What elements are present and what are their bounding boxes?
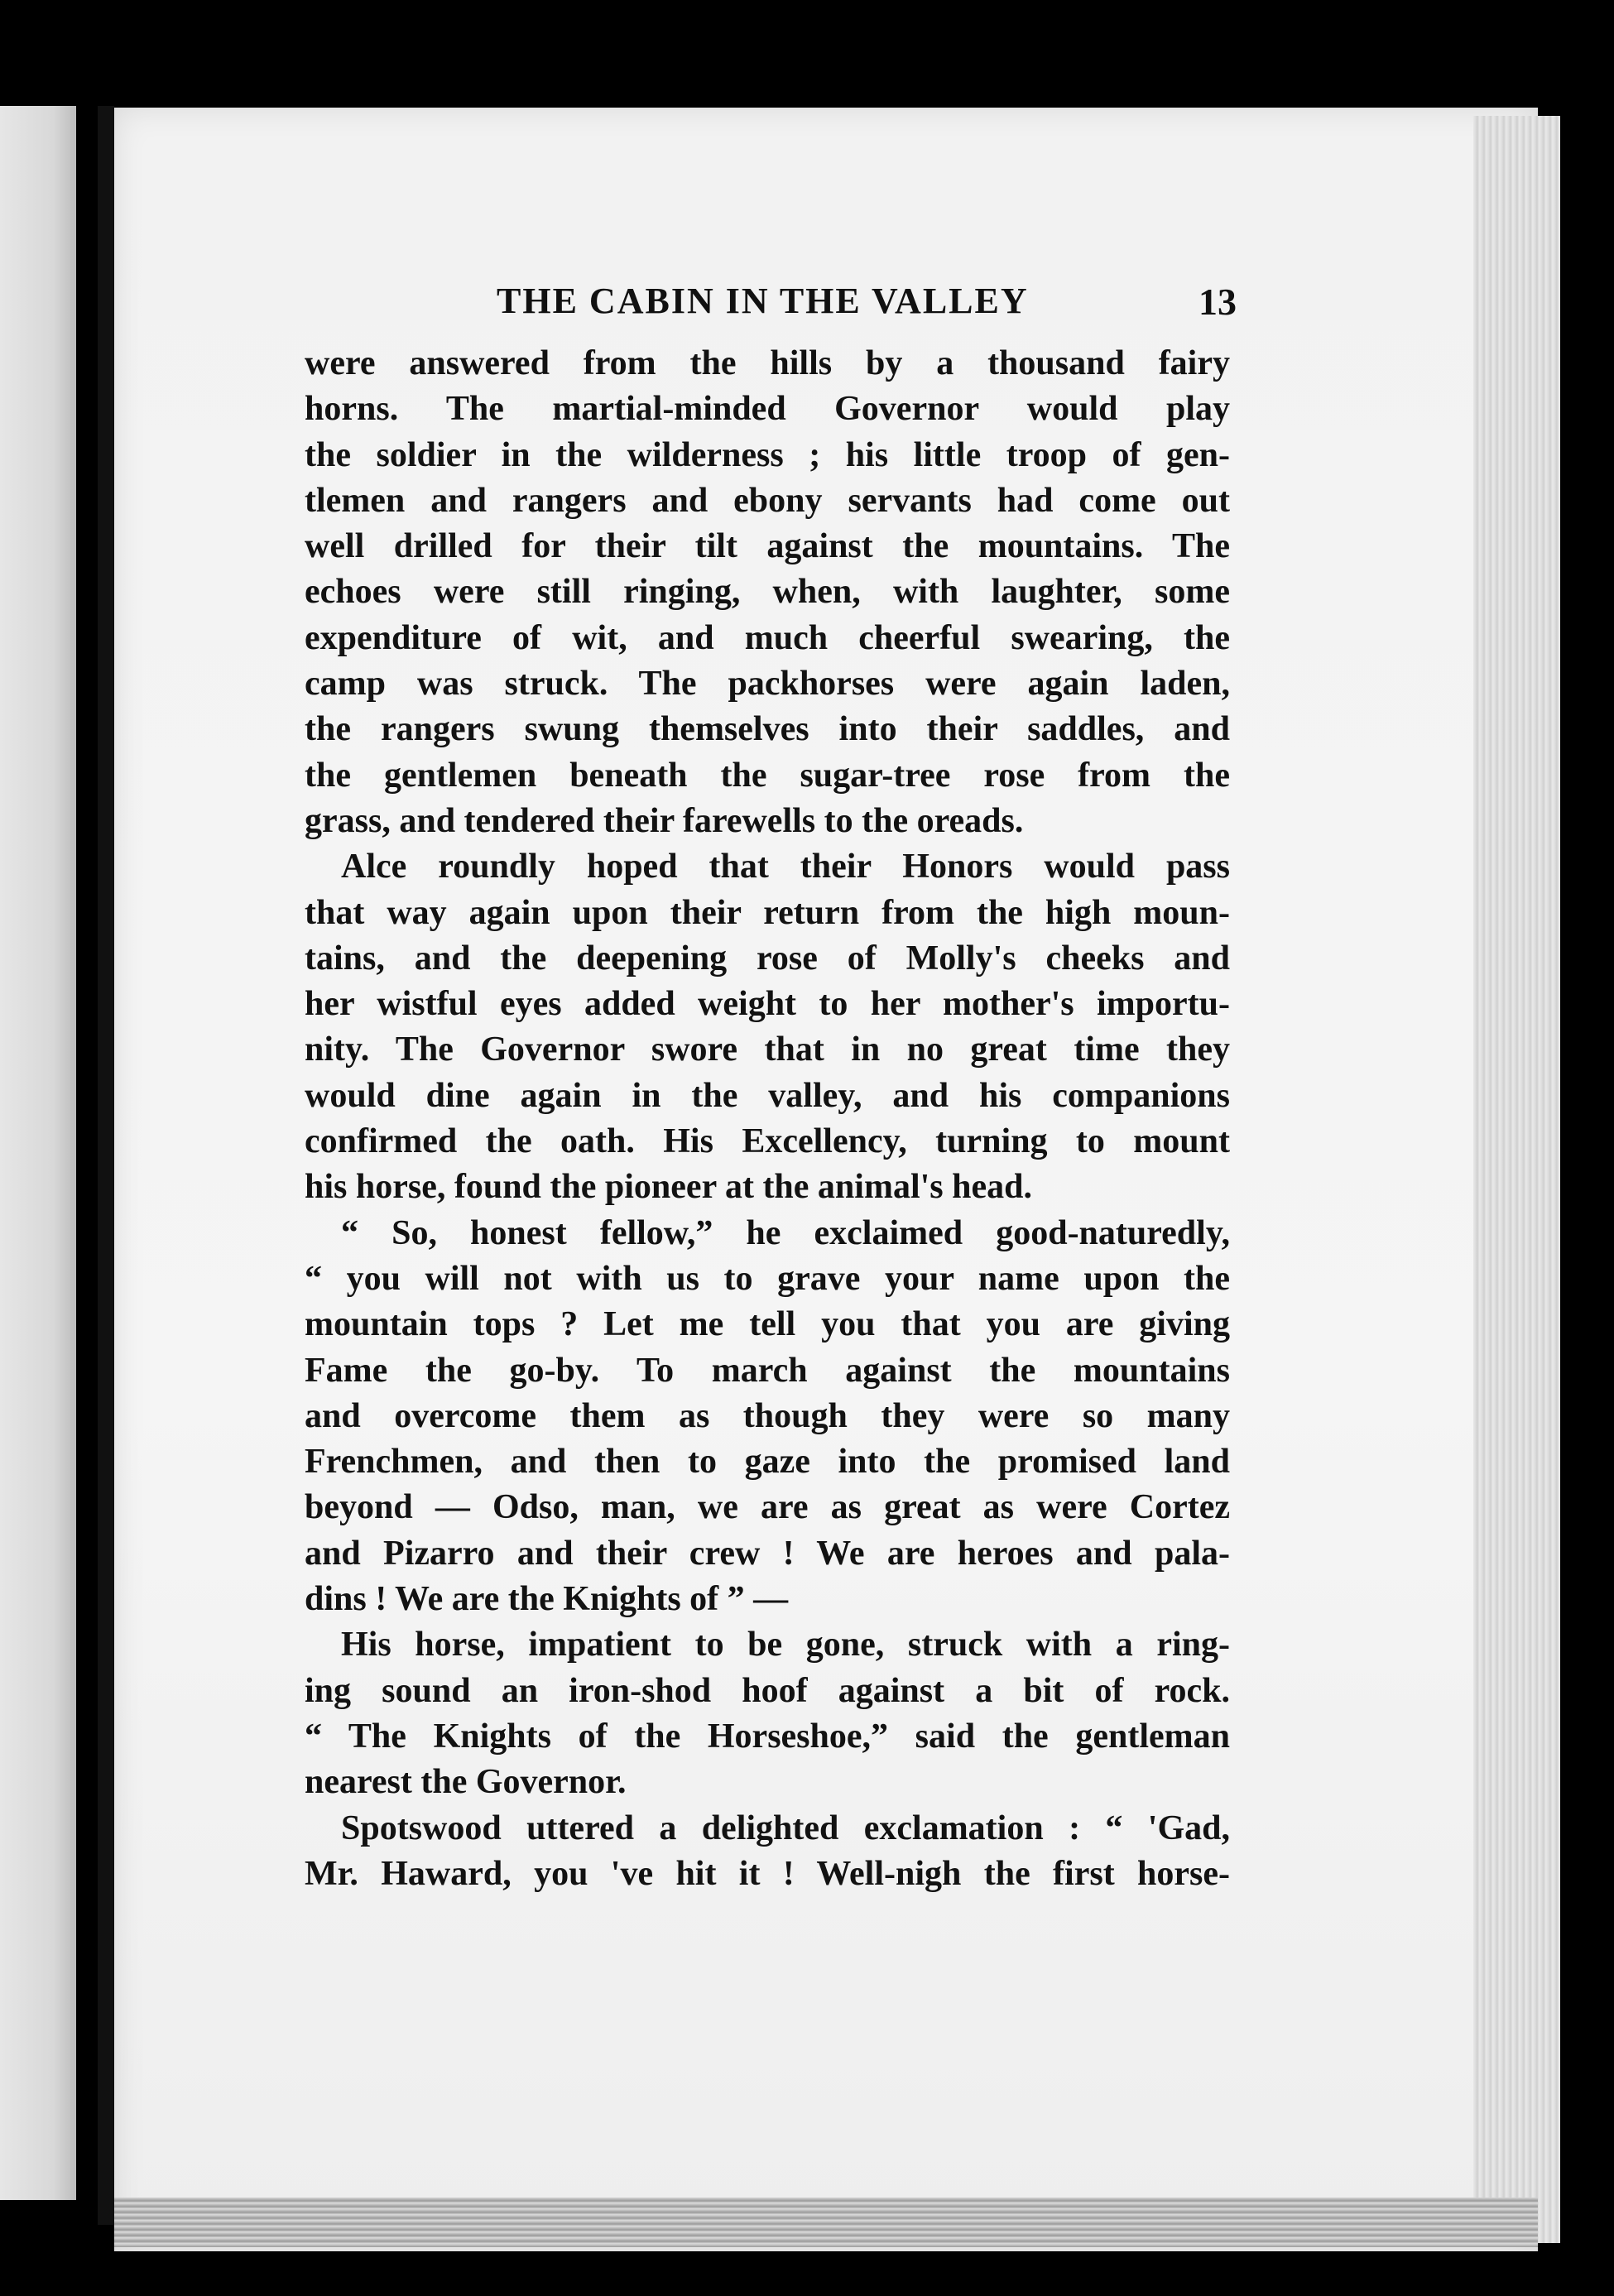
text-line: would dine again in the valley, and his companions bbox=[305, 1076, 1230, 1115]
text-line: and Pizarro and their crew ! We are heroes and pala- bbox=[305, 1534, 1230, 1573]
text-line: the soldier in the wilderness ; his little troop of gen- bbox=[305, 435, 1230, 474]
book-gutter bbox=[98, 106, 114, 2225]
text-line: his horse, found the pioneer at the animal's head. bbox=[305, 1168, 1032, 1207]
text-line: expenditure of wit, and much cheerful swearing, the bbox=[305, 618, 1230, 657]
body-text bbox=[305, 341, 1230, 1897]
text-line: Mr. Haward, you 've hit it ! Well-nigh the first horse- bbox=[305, 1854, 1230, 1893]
text-line: “ So, honest fellow,” he exclaimed good-naturedly, bbox=[341, 1213, 1230, 1252]
text-line: nity. The Governor swore that in no great time they bbox=[305, 1030, 1230, 1069]
text-line: dins ! We are the Knights of ” — bbox=[305, 1580, 789, 1619]
text-line: the gentlemen beneath the sugar-tree rose from the bbox=[305, 756, 1230, 795]
text-line: His horse, impatient to be gone, struck with a ring- bbox=[341, 1626, 1230, 1664]
text-line: well drilled for their tilt against the mountains. The bbox=[305, 527, 1230, 566]
text-line: tlemen and rangers and ebony servants had come out bbox=[305, 481, 1230, 520]
text-line: “ The Knights of the Horseshoe,” said the gentleman bbox=[305, 1717, 1230, 1756]
text-line: beyond — Odso, man, we are as great as were Cortez bbox=[305, 1488, 1230, 1527]
text-line: camp was struck. The packhorses were again laden, bbox=[305, 665, 1230, 704]
text-line: Spotswood uttered a delighted exclamation : “ 'Gad, bbox=[341, 1808, 1230, 1847]
text-line: the rangers swung themselves into their saddles, and bbox=[305, 710, 1230, 749]
text-line: tains, and the deepening rose of Molly's cheeks and bbox=[305, 939, 1230, 977]
text-line: confirmed the oath. His Excellency, turning to mount bbox=[305, 1122, 1230, 1161]
page-number: 13 bbox=[1198, 281, 1237, 323]
facing-page-edge bbox=[0, 106, 76, 2200]
text-line: ing sound an iron-shod hoof against a bit of rock. bbox=[305, 1671, 1230, 1710]
text-line: echoes were still ringing, when, with laughter, some bbox=[305, 573, 1230, 612]
text-line: her wistful eyes added weight to her mother's importu- bbox=[305, 985, 1230, 1024]
page-stack-bottom-edge bbox=[114, 2198, 1538, 2247]
text-line: that way again upon their return from the high moun- bbox=[305, 893, 1230, 932]
text-line: were answered from the hills by a thousand fairy bbox=[305, 344, 1230, 382]
text-line: grass, and tendered their farewells to the oreads. bbox=[305, 801, 1024, 840]
text-line: Fame the go-by. To march against the mountains bbox=[305, 1351, 1230, 1390]
text-line: mountain tops ? Let me tell you that you are giving bbox=[305, 1305, 1230, 1344]
text-line: “ you will not with us to grave your name upon the bbox=[305, 1259, 1230, 1298]
running-head: THE CABIN IN THE VALLEY bbox=[497, 281, 1029, 321]
text-line: nearest the Governor. bbox=[305, 1763, 627, 1802]
text-line: horns. The martial-minded Governor would play bbox=[305, 390, 1230, 429]
text-line: Frenchmen, and then to gaze into the promised land bbox=[305, 1443, 1230, 1482]
text-line: and overcome them as though they were so many bbox=[305, 1396, 1230, 1435]
text-line: Alce roundly hoped that their Honors would pass bbox=[341, 848, 1230, 886]
page-stack-right-edge bbox=[1473, 116, 1560, 2243]
